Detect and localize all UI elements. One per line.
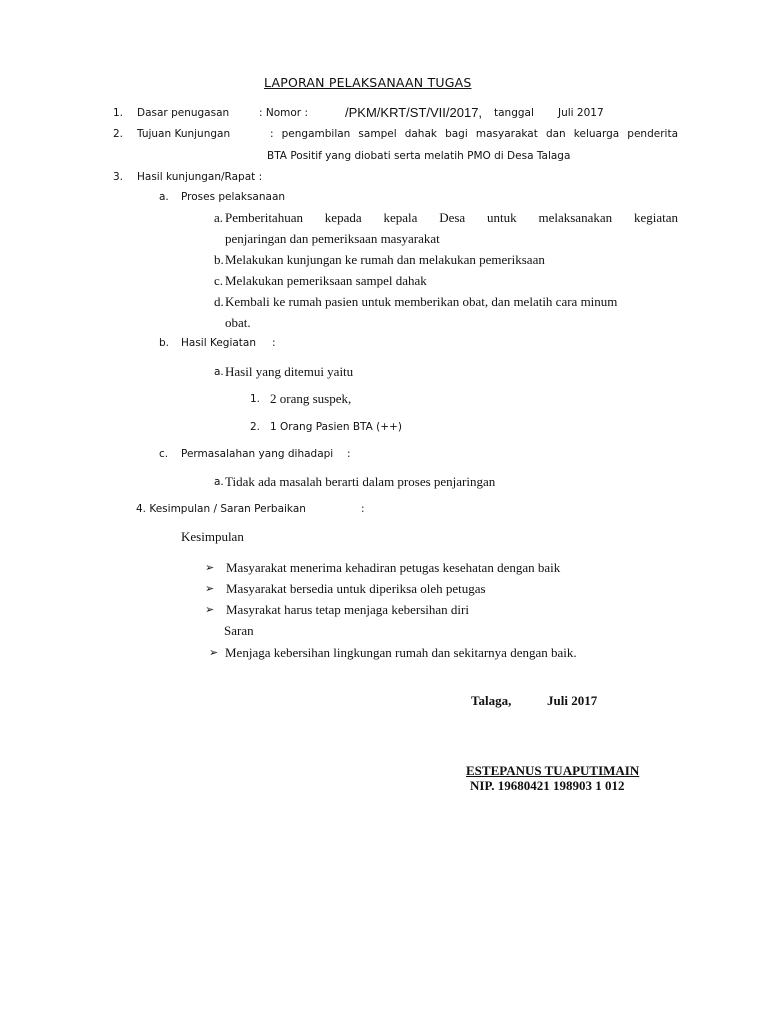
problem-sub-marker: a. <box>214 476 224 488</box>
signatory-nip: NIP. 19680421 198903 1 012 <box>470 778 625 793</box>
step-marker: a. <box>214 210 224 225</box>
arrow-bullet-icon: ➢ <box>205 603 215 616</box>
kesimpulan-item: Masyarakat menerima kehadiran petugas kesehatan dengan baik <box>226 560 561 575</box>
result-text: 1 Orang Pasien BTA (++) <box>270 421 402 433</box>
section-c-colon: : <box>347 448 351 460</box>
arrow-bullet-icon: ➢ <box>205 582 215 595</box>
tanggal-value: Juli 2017 <box>558 107 604 119</box>
section-b-colon: : <box>272 337 276 349</box>
tujuan-line-1: : pengambilan sampel dahak bagi masyarakat dan keluarga penderita <box>270 128 678 140</box>
problem-sub-text: Tidak ada masalah berarti dalam proses penjaringan <box>225 474 496 489</box>
section-b-label: Hasil Kegiatan <box>181 337 257 349</box>
item-3-number: 3. <box>113 171 124 183</box>
kesimpulan-item: Masyrakat harus tetap menjaga kebersihan diri <box>226 602 469 617</box>
arrow-bullet-icon: ➢ <box>205 561 215 574</box>
signature-date: Juli 2017 <box>547 693 598 708</box>
item-4-colon: : <box>361 503 365 515</box>
section-c-marker: c. <box>159 448 169 460</box>
result-sub-marker: a. <box>214 366 224 378</box>
signature-place: Talaga, <box>471 693 512 708</box>
result-text: 2 orang suspek, <box>270 391 352 406</box>
tanggal-label: tanggal <box>494 107 534 119</box>
item-4-label: 4. Kesimpulan / Saran Perbaikan <box>136 503 306 515</box>
result-sub-text: Hasil yang ditemui yaitu <box>225 364 354 379</box>
section-a-marker: a. <box>159 191 169 203</box>
nomor-label: : Nomor : <box>259 107 308 119</box>
arrow-bullet-icon: ➢ <box>209 646 219 659</box>
section-b-marker: b. <box>159 337 170 349</box>
item-2-label: Tujuan Kunjungan <box>137 128 231 140</box>
saran-item: Menjaga kebersihan lingkungan rumah dan sekitarnya dengan baik. <box>225 645 577 660</box>
item-1-label: Dasar penugasan <box>137 107 230 119</box>
step-marker: b. <box>214 252 224 267</box>
saran-heading: Saran <box>224 623 254 638</box>
result-number: 2. <box>250 421 261 433</box>
item-1-number: 1. <box>113 107 124 119</box>
kesimpulan-item: Masyarakat bersedia untuk diperiksa oleh petugas <box>226 581 486 596</box>
item-3-label: Hasil kunjungan/Rapat : <box>137 171 263 183</box>
result-number: 1. <box>250 393 261 405</box>
step-marker: c. <box>214 273 224 288</box>
section-a-label: Proses pelaksanaan <box>181 191 286 203</box>
step-text: Kembali ke rumah pasien untuk memberikan obat, dan melatih cara minum <box>225 294 618 309</box>
step-marker: d. <box>214 294 224 309</box>
step-text: Melakukan pemeriksaan sampel dahak <box>225 273 427 288</box>
step-text: Pemberitahuan kepada kepala Desa untuk melaksanakan kegiatan <box>225 210 678 225</box>
kesimpulan-heading: Kesimpulan <box>181 529 244 544</box>
step-text: Melakukan kunjungan ke rumah dan melakukan pemeriksaan <box>225 252 545 267</box>
signatory-name: ESTEPANUS TUAPUTIMAIN <box>466 763 640 778</box>
tujuan-line-2: BTA Positif yang diobati serta melatih PMO di Desa Talaga <box>267 150 571 162</box>
step-text-continued: obat. <box>225 315 251 330</box>
item-2-number: 2. <box>113 128 124 140</box>
document-title: LAPORAN PELAKSANAAN TUGAS <box>264 75 472 90</box>
section-c-label: Permasalahan yang dihadapi <box>181 448 334 460</box>
step-text-continued: penjaringan dan pemeriksaan masyarakat <box>225 231 440 246</box>
nomor-value: /PKM/KRT/ST/VII/2017, <box>345 105 483 120</box>
